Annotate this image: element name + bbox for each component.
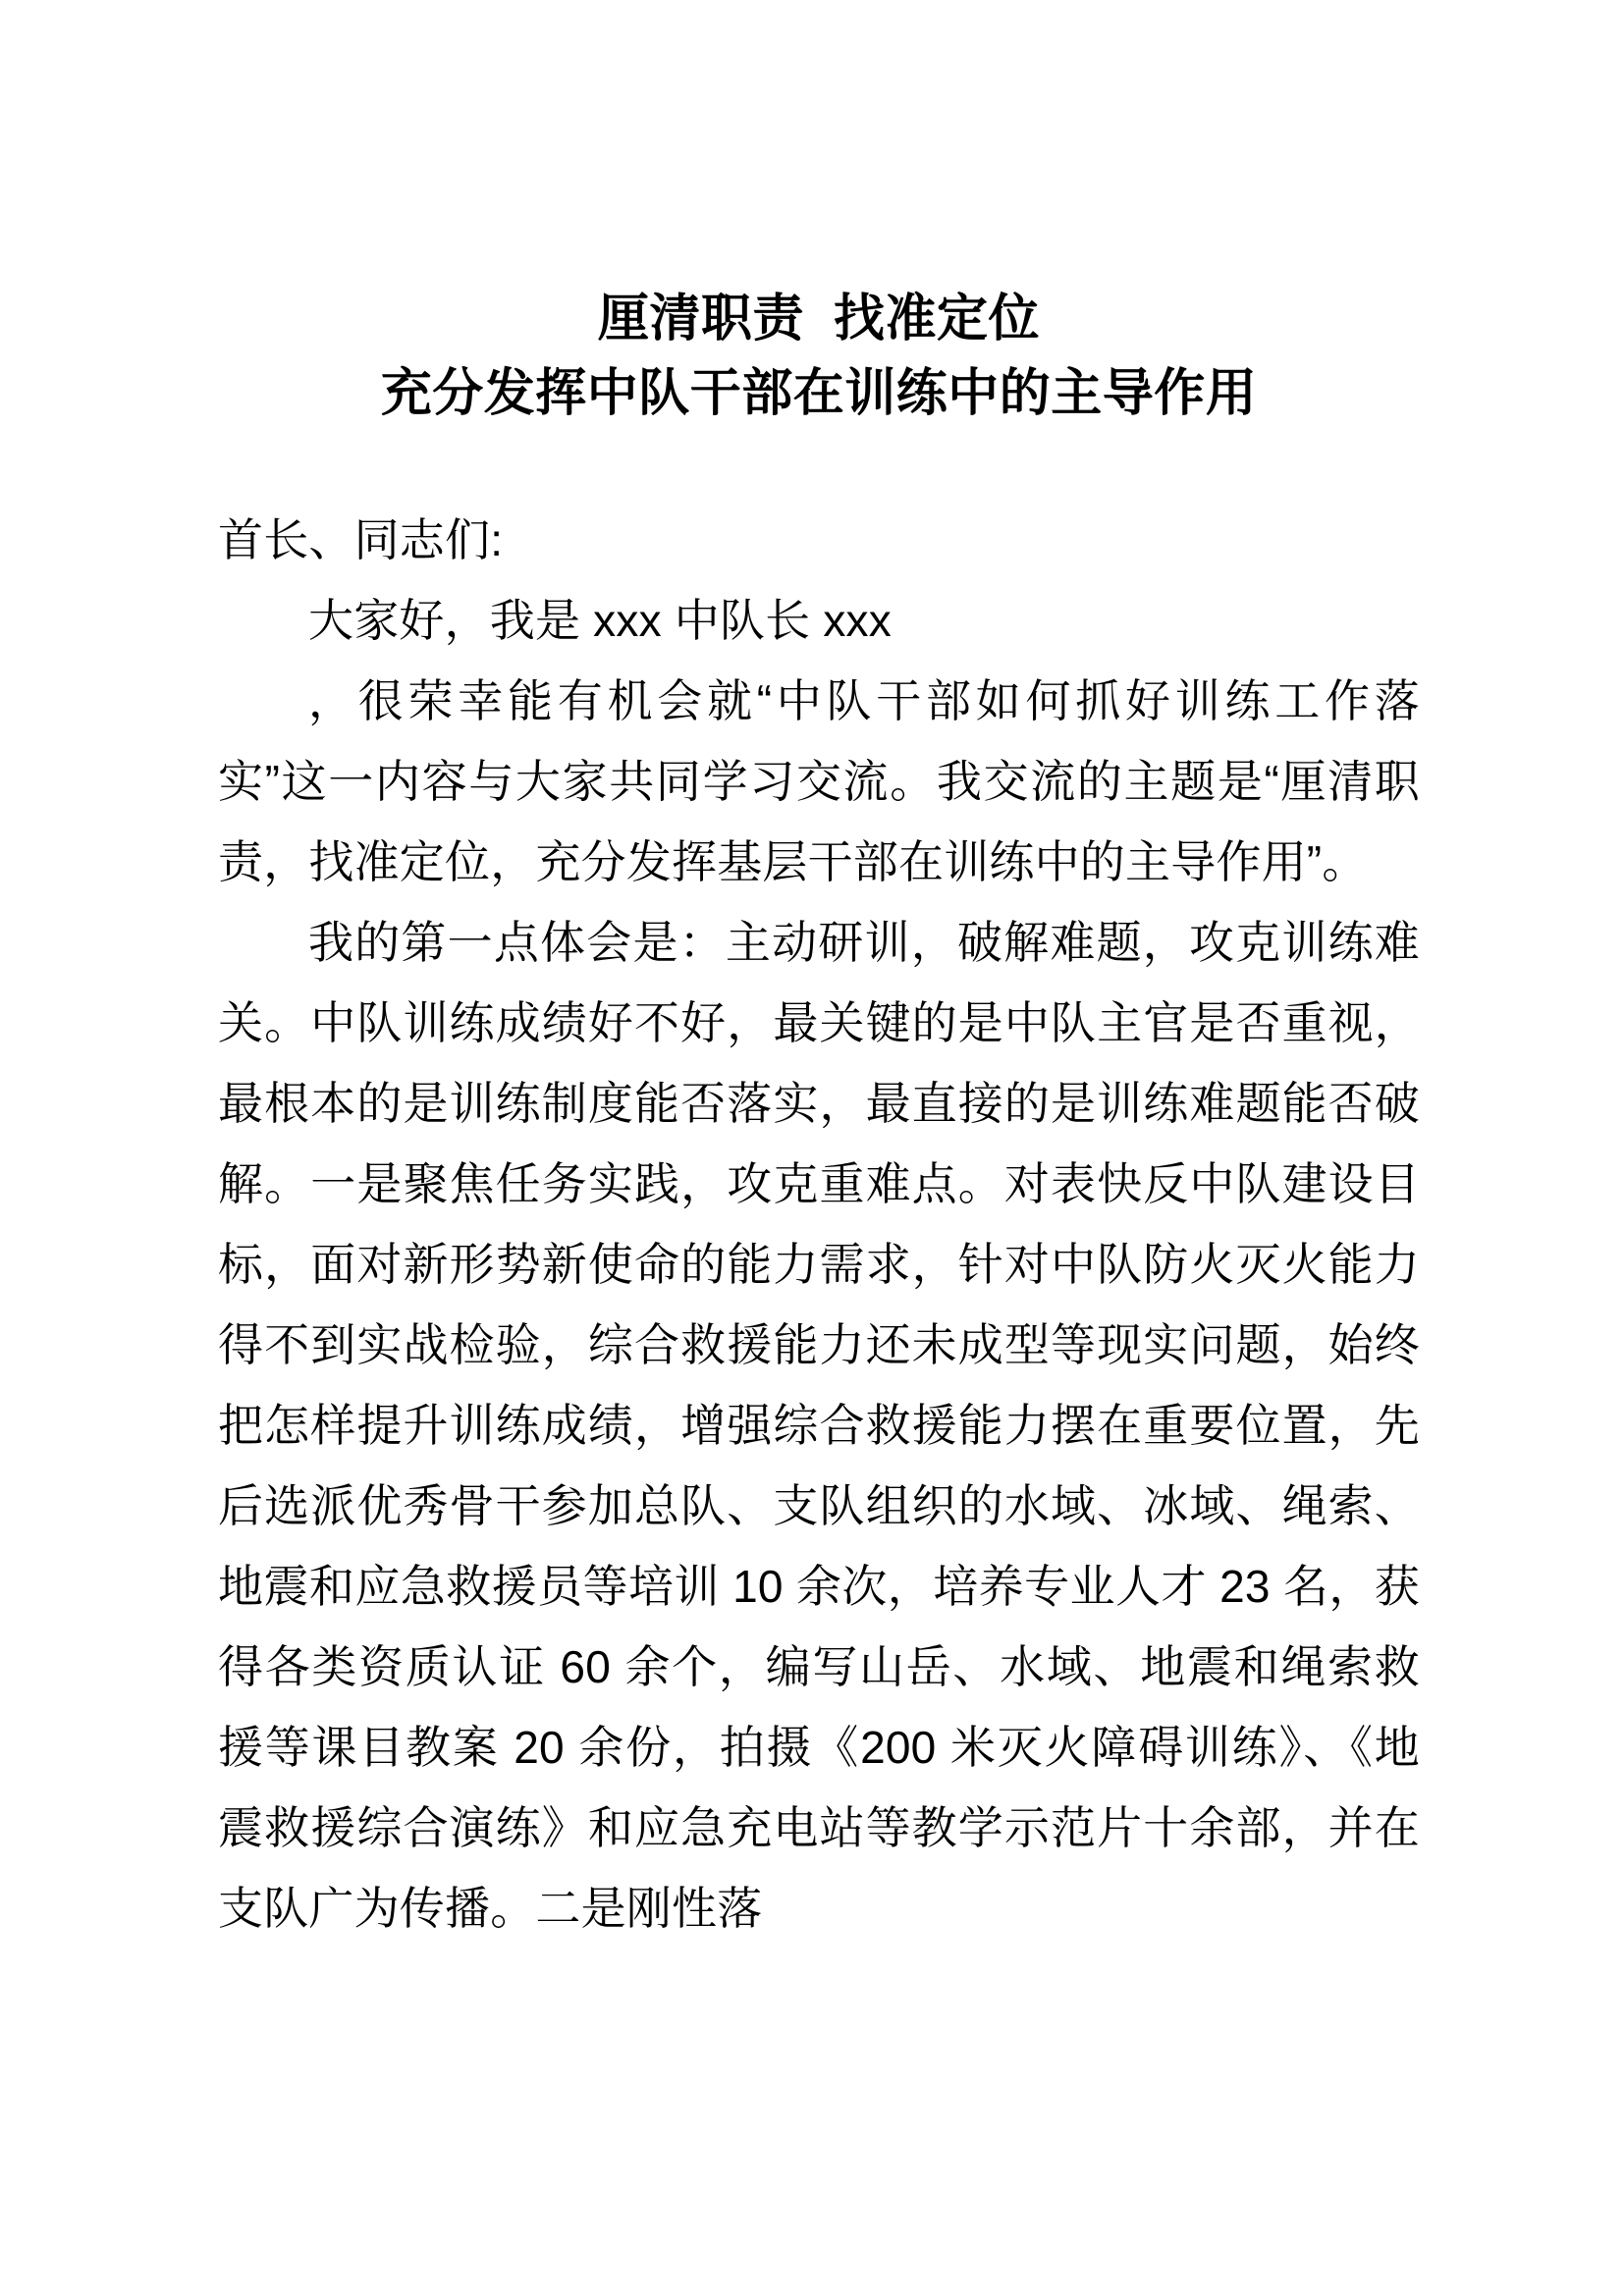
first-point-paragraph: 我的第一点体会是：主动研训，破解难题，攻克训练难关。中队训练成绩好不好，最关键的是中队主官是否重视，最根本的是训练制度能否落实，最直接的是训练难题能否破解。一是聚焦任务实践，攻克重难点。对表快反中队建设目标，面对新形势新使命的能力需求，针对中队防火灭火能力得不到实战检验，综合救援能力还未成型等现实问题，始终把怎样提升训练成绩，增强综合救援能力摆在重要位置，先后选派优秀骨干参加总队、支队组织的水域、冰域、绳索、地震和应急救援员等培训 10 余次，培养专业人才 23 名，获得各类资质认证 60 余个，编写山岳、水域、地震和绳索救援等课目教案 20 余份，拍摄《200 米灭火障碍训练》、《地震救援综合演练》和应急充电站等教学示范片十余部，并在支队广为传播。二是刚性落: [218, 917, 1420, 1934]
document-content: [218, 0, 1420, 1949]
title-line-2: 充分发挥中队干部在训练中的主导作用: [380, 365, 1258, 422]
greeting-paragraph: 大家好，我是 xxx 中队长 xxx: [308, 595, 892, 646]
title-line-1: 厘清职责 找准定位: [598, 291, 1040, 347]
page-title: [218, 0, 1420, 431]
document-body: [218, 500, 1420, 1949]
introduction-paragraph: ，很荣幸能有机会就“中队干部如何抓好训练工作落实”这一内容与大家共同学习交流。我交流的主题是“厘清职责，找准定位，充分发挥基层干部在训练中的主导作用”。: [218, 675, 1420, 887]
salutation: 首长、同志们:: [218, 514, 504, 565]
